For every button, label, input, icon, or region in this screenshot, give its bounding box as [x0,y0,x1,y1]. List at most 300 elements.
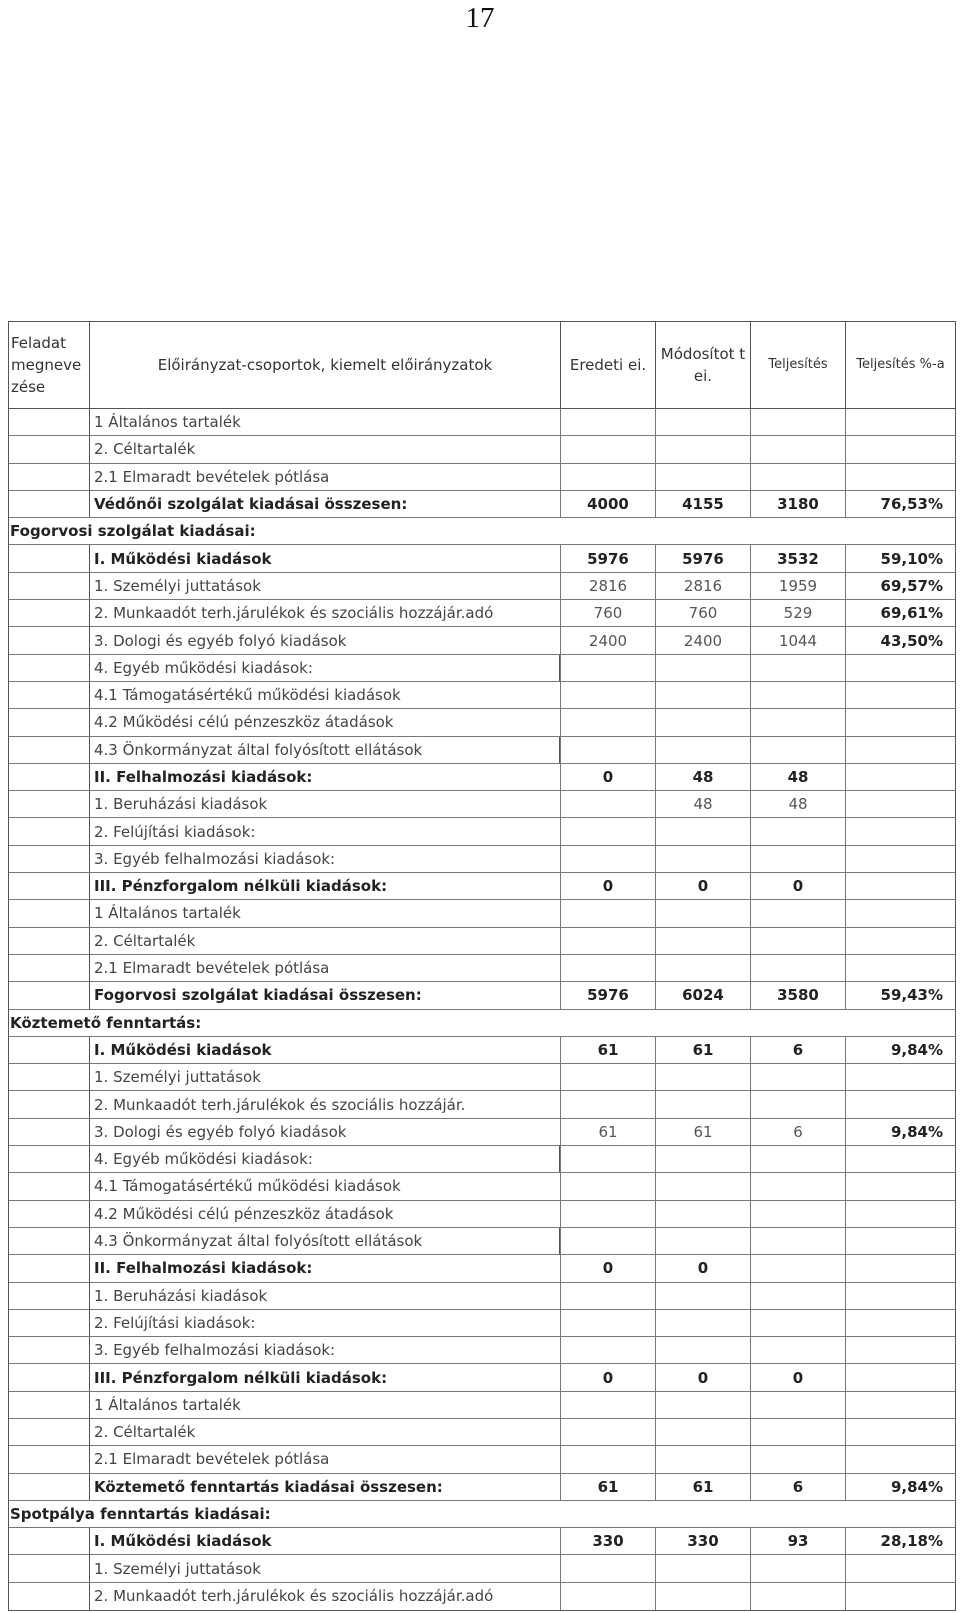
row-label: 2.1 Elmaradt bevételek pótlása [89,464,560,490]
modified-value: 61 [655,1037,750,1063]
original-value: 5976 [560,982,655,1008]
task-cell [9,545,89,571]
percent-value [845,655,955,681]
task-cell [9,436,89,462]
task-cell [9,1064,89,1090]
row-label: 4.3 Önkormányzat által folyósított ellátások [89,1228,560,1254]
percent-value [845,846,955,872]
percent-value: 43,50% [845,627,955,653]
task-cell [9,1528,89,1554]
original-value [560,1146,655,1172]
original-value [560,1064,655,1090]
modified-value: 61 [655,1474,750,1500]
table-row [9,1091,955,1118]
original-value: 61 [560,1474,655,1500]
fulfilled-value: 3180 [750,491,845,517]
task-cell [9,1283,89,1309]
percent-value [845,1446,955,1472]
modified-value [655,928,750,954]
modified-value [655,1064,750,1090]
task-cell [9,573,89,599]
row-label: 3. Egyéb felhalmozási kiadások: [89,1337,560,1363]
original-value [560,436,655,462]
fulfilled-value [750,737,845,763]
table-row [9,1283,955,1310]
table-row [9,1474,955,1501]
row-label: 2. Céltartalék [89,1419,560,1445]
fulfilled-value [750,1283,845,1309]
row-label: 1. Beruházási kiadások [89,1283,560,1309]
table-row [9,818,955,845]
modified-value [655,1583,750,1610]
original-value [560,1555,655,1581]
row-label: 2.1 Elmaradt bevételek pótlása [89,1446,560,1472]
percent-value [845,818,955,844]
fulfilled-value: 1044 [750,627,845,653]
header-modified: Módosítot t ei. [655,322,750,408]
original-value [560,464,655,490]
row-label: 1. Személyi juttatások [89,573,560,599]
fulfilled-value: 6 [750,1119,845,1145]
percent-value [845,709,955,735]
percent-value: 9,84% [845,1037,955,1063]
modified-value: 0 [655,873,750,899]
row-label: Védőnői szolgálat kiadásai összesen: [89,491,560,517]
fulfilled-value [750,1255,845,1281]
percent-value [845,791,955,817]
header-original: Eredeti ei. [560,322,655,408]
modified-value: 5976 [655,545,750,571]
original-value [560,928,655,954]
modified-value: 48 [655,764,750,790]
row-label: 2. Felújítási kiadások: [89,1310,560,1336]
fulfilled-value [750,655,845,681]
fulfilled-value [750,1228,845,1254]
modified-value: 6024 [655,982,750,1008]
section-title: Spotpálya fenntartás kiadásai: [10,1505,271,1524]
table-row [9,1446,955,1473]
header-groups: Előirányzat-csoportok, kiemelt előirányzatok [89,322,560,408]
row-label: 4.3 Önkormányzat által folyósított ellátások [89,737,560,763]
percent-value [845,873,955,899]
row-label: Köztemető fenntartás kiadásai összesen: [89,1474,560,1500]
task-cell [9,1583,89,1610]
original-value [560,409,655,435]
modified-value [655,1555,750,1581]
modified-value [655,436,750,462]
modified-value [655,655,750,681]
row-label: 2. Céltartalék [89,928,560,954]
fulfilled-value: 48 [750,791,845,817]
task-cell [9,1555,89,1581]
modified-value: 0 [655,1364,750,1390]
task-cell [9,709,89,735]
modified-value: 2816 [655,573,750,599]
row-label: II. Felhalmozási kiadások: [89,764,560,790]
task-cell [9,1337,89,1363]
fulfilled-value: 0 [750,1364,845,1390]
table-row [9,464,955,491]
header-task: Feladat megneve zése [11,334,82,396]
fulfilled-value: 529 [750,600,845,626]
percent-value [845,1364,955,1390]
table-row [9,764,955,791]
row-label: 1 Általános tartalék [89,900,560,926]
original-value [560,900,655,926]
modified-value: 0 [655,1255,750,1281]
task-cell [9,464,89,490]
modified-value [655,818,750,844]
original-value [560,1446,655,1472]
modified-value [655,955,750,981]
modified-value [655,1228,750,1254]
row-label: 3. Dologi és egyéb folyó kiadások [89,1119,560,1145]
fulfilled-value: 93 [750,1528,845,1554]
fulfilled-value [750,818,845,844]
original-value: 2400 [560,627,655,653]
task-cell [9,1228,89,1254]
original-value [560,846,655,872]
row-label: III. Pénzforgalom nélküli kiadások: [89,873,560,899]
task-cell [9,873,89,899]
table-row [9,1528,955,1555]
row-label: 1 Általános tartalék [89,1392,560,1418]
modified-value [655,709,750,735]
fulfilled-value [750,1201,845,1227]
task-cell [9,764,89,790]
fulfilled-value [750,846,845,872]
fulfilled-value [750,955,845,981]
task-cell [9,600,89,626]
fulfilled-value: 1959 [750,573,845,599]
percent-value [845,1419,955,1445]
original-value [560,1310,655,1336]
modified-value [655,682,750,708]
table-row [9,436,955,463]
fulfilled-value: 48 [750,764,845,790]
task-cell [9,1446,89,1472]
percent-value: 9,84% [845,1119,955,1145]
original-value [560,1583,655,1610]
table-row [9,545,955,572]
table-row [9,1228,955,1255]
original-value [560,818,655,844]
page-number: 17 [465,2,495,34]
original-value [560,1419,655,1445]
percent-value: 76,53% [845,491,955,517]
task-cell [9,1419,89,1445]
table-row [9,1310,955,1337]
row-label: 2. Munkaadót terh.járulékok és szociális hozzájár.adó [89,600,560,626]
modified-value [655,464,750,490]
original-value: 0 [560,873,655,899]
percent-value [845,1146,955,1172]
original-value [560,1173,655,1199]
table-row [9,900,955,927]
fulfilled-value [750,1419,845,1445]
fulfilled-value [750,409,845,435]
table-row [9,491,955,518]
original-value: 61 [560,1037,655,1063]
table-row [9,627,955,654]
row-label: 4.1 Támogatásértékű működési kiadások [89,682,560,708]
modified-value: 760 [655,600,750,626]
modified-value [655,1446,750,1472]
task-cell [9,409,89,435]
fulfilled-value [750,1392,845,1418]
modified-value [655,1201,750,1227]
table-row [9,1583,955,1610]
table-row [9,1337,955,1364]
modified-value [655,1091,750,1117]
original-value: 0 [560,1364,655,1390]
fulfilled-value [750,436,845,462]
table-row [9,955,955,982]
percent-value [845,1283,955,1309]
table-row [9,600,955,627]
percent-value [845,1228,955,1254]
row-label: 4. Egyéb működési kiadások: [89,655,560,681]
original-value [560,1201,655,1227]
original-value: 5976 [560,545,655,571]
task-cell [9,846,89,872]
table-row [9,709,955,736]
task-cell [9,1364,89,1390]
table-row [9,1364,955,1391]
percent-value [845,682,955,708]
task-cell [9,655,89,681]
original-value [560,709,655,735]
header-percent: Teljesítés %-a [845,322,955,408]
percent-value [845,436,955,462]
fulfilled-value [750,1446,845,1472]
modified-value [655,1337,750,1363]
fulfilled-value [750,1310,845,1336]
row-label: 1 Általános tartalék [89,409,560,435]
modified-value [655,846,750,872]
task-cell [9,900,89,926]
fulfilled-value: 0 [750,873,845,899]
table-row [9,655,955,682]
row-label: I. Működési kiadások [89,545,560,571]
fulfilled-value [750,900,845,926]
percent-value [845,955,955,981]
table-row [9,573,955,600]
percent-value: 69,57% [845,573,955,599]
table-row [9,1555,955,1582]
task-cell [9,955,89,981]
table-row [9,682,955,709]
section-title: Fogorvosi szolgálat kiadásai: [10,522,256,541]
percent-value [845,1064,955,1090]
percent-value: 9,84% [845,1474,955,1500]
modified-value: 61 [655,1119,750,1145]
original-value: 330 [560,1528,655,1554]
fulfilled-value [750,464,845,490]
row-label: 1. Beruházási kiadások [89,791,560,817]
modified-value [655,1173,750,1199]
task-cell [9,1037,89,1063]
table-row [9,1064,955,1091]
table-row [9,737,955,764]
percent-value: 59,10% [845,545,955,571]
row-label: 2. Munkaadót terh.járulékok és szociális hozzájár.adó [89,1583,560,1610]
original-value [560,1228,655,1254]
percent-value [845,737,955,763]
original-value [560,1283,655,1309]
modified-value [655,1283,750,1309]
row-label: 3. Egyéb felhalmozási kiadások: [89,846,560,872]
header-fulfilled: Teljesítés [750,322,845,408]
fulfilled-value: 3580 [750,982,845,1008]
percent-value [845,764,955,790]
modified-value [655,409,750,435]
table-row [9,1255,955,1282]
task-cell [9,627,89,653]
task-cell [9,1173,89,1199]
modified-value [655,1146,750,1172]
original-value [560,1392,655,1418]
fulfilled-value [750,709,845,735]
original-value: 61 [560,1119,655,1145]
row-label: 4.1 Támogatásértékű működési kiadások [89,1173,560,1199]
fulfilled-value [750,1091,845,1117]
row-label: 4.2 Működési célú pénzeszköz átadások [89,1201,560,1227]
percent-value [845,900,955,926]
row-label: 2. Céltartalék [89,436,560,462]
row-label: I. Működési kiadások [89,1037,560,1063]
section-title: Köztemető fenntartás: [10,1013,202,1032]
table-row [9,1392,955,1419]
table-row [9,846,955,873]
task-cell [9,791,89,817]
row-label: Fogorvosi szolgálat kiadásai összesen: [89,982,560,1008]
task-cell [9,928,89,954]
modified-value: 2400 [655,627,750,653]
original-value: 0 [560,764,655,790]
percent-value [845,464,955,490]
table-row [9,873,955,900]
task-cell [9,491,89,517]
percent-value [845,1201,955,1227]
fulfilled-value: 6 [750,1474,845,1500]
section-row [9,1501,955,1528]
original-value: 760 [560,600,655,626]
task-cell [9,1310,89,1336]
percent-value: 59,43% [845,982,955,1008]
original-value [560,1091,655,1117]
table-body [9,409,955,1610]
task-cell [9,1255,89,1281]
original-value [560,682,655,708]
percent-value: 69,61% [845,600,955,626]
budget-table [8,321,956,1611]
task-cell [9,982,89,1008]
table-row [9,791,955,818]
percent-value [845,1337,955,1363]
fulfilled-value [750,1583,845,1610]
percent-value [845,409,955,435]
original-value [560,791,655,817]
percent-value [845,1583,955,1610]
row-label: 1. Személyi juttatások [89,1064,560,1090]
percent-value [845,928,955,954]
fulfilled-value [750,682,845,708]
modified-value: 4155 [655,491,750,517]
row-label: 2.1 Elmaradt bevételek pótlása [89,955,560,981]
percent-value [845,1255,955,1281]
task-cell [9,1146,89,1172]
section-row [9,518,955,545]
original-value [560,955,655,981]
original-value: 4000 [560,491,655,517]
modified-value: 48 [655,791,750,817]
fulfilled-value: 3532 [750,545,845,571]
percent-value [845,1392,955,1418]
row-label: 1. Személyi juttatások [89,1555,560,1581]
modified-value [655,1310,750,1336]
task-cell [9,1392,89,1418]
row-label: 2. Felújítási kiadások: [89,818,560,844]
task-cell [9,682,89,708]
original-value [560,1337,655,1363]
original-value: 0 [560,1255,655,1281]
percent-value [845,1173,955,1199]
row-label: III. Pénzforgalom nélküli kiadások: [89,1364,560,1390]
row-label: 4.2 Működési célú pénzeszköz átadások [89,709,560,735]
table-row [9,928,955,955]
task-cell [9,1201,89,1227]
table-row [9,1419,955,1446]
fulfilled-value [750,1146,845,1172]
fulfilled-value [750,1337,845,1363]
row-label: 4. Egyéb működési kiadások: [89,1146,560,1172]
row-label: 2. Munkaadót terh.járulékok és szociális hozzájár. [89,1091,560,1117]
row-label: I. Működési kiadások [89,1528,560,1554]
task-cell [9,1091,89,1117]
fulfilled-value [750,1555,845,1581]
fulfilled-value [750,928,845,954]
fulfilled-value [750,1064,845,1090]
table-header [9,322,955,409]
row-label: 3. Dologi és egyéb folyó kiadások [89,627,560,653]
table-row [9,1201,955,1228]
modified-value [655,737,750,763]
fulfilled-value [750,1173,845,1199]
percent-value [845,1091,955,1117]
task-cell [9,737,89,763]
row-label: II. Felhalmozási kiadások: [89,1255,560,1281]
percent-value [845,1310,955,1336]
table-row [9,1119,955,1146]
task-cell [9,1119,89,1145]
modified-value [655,1419,750,1445]
table-row [9,982,955,1009]
modified-value [655,1392,750,1418]
percent-value [845,1555,955,1581]
original-value: 2816 [560,573,655,599]
section-row [9,1010,955,1037]
task-cell [9,818,89,844]
table-row [9,1146,955,1173]
task-cell [9,1474,89,1500]
table-row [9,1037,955,1064]
modified-value: 330 [655,1528,750,1554]
original-value [560,655,655,681]
modified-value [655,900,750,926]
original-value [560,737,655,763]
fulfilled-value: 6 [750,1037,845,1063]
